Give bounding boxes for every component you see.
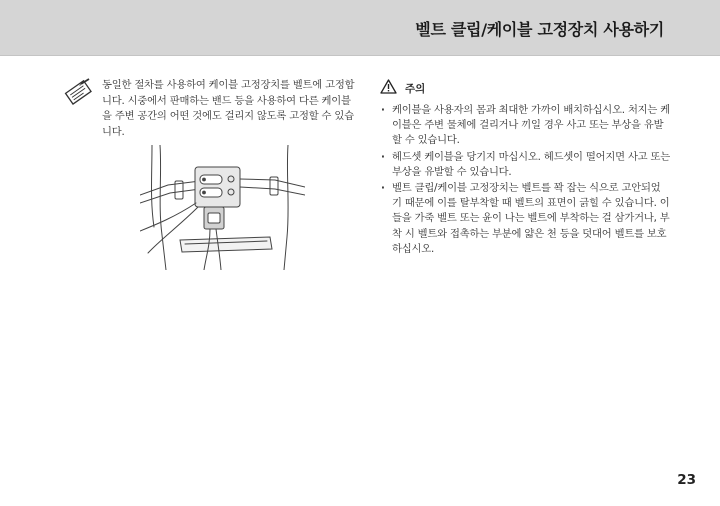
caution-title: 주의 (405, 83, 426, 95)
page-title: 벨트 클립/케이블 고정장치 사용하기 (415, 20, 664, 39)
page-header (0, 0, 720, 56)
warning-triangle-icon (380, 79, 397, 94)
page-number: 23 (677, 472, 696, 488)
caution-list (380, 103, 670, 257)
caution-item: · 헤드셋 케이블을 당기지 마십시오. 헤드셋이 떨어지면 사고 또는 부상을 유발할 수 있습니다. (380, 150, 670, 180)
caution-block (380, 78, 670, 258)
memo-pencil-icon (64, 78, 92, 106)
caution-item: · 벨트 클립/케이블 고정장치는 벨트를 꽉 잡는 식으로 고안되었기 때문에 이를 탈부착할 때 벨트의 표면이 긁힐 수 있습니다. 이들을 가죽 벨트 또는 윤이 나는 벨트에 부착하는 걸 삼가거나, 부착 시 벨트와 접촉하는 부분에 얇은 천 등을 덧대어 벨트를 보호하십시오. (380, 181, 670, 257)
caution-item: · 케이블을 사용자의 몸과 최대한 가까이 배치하십시오. 처지는 케이블은 주변 물체에 걸리거나 끼일 경우 사고 또는 부상을 유발할 수 있습니다. (380, 103, 670, 149)
belt-clip-illustration (140, 145, 305, 270)
note-text: 동일한 절차를 사용하여 케이블 고정장치를 벨트에 고정합니다. 시중에서 판매하는 밴드 등을 사용하여 다른 케이블을 주변 공간의 어떤 것에도 걸리지 않도록 고정할 수 있습니다. (102, 79, 355, 138)
caution-header (380, 78, 670, 98)
